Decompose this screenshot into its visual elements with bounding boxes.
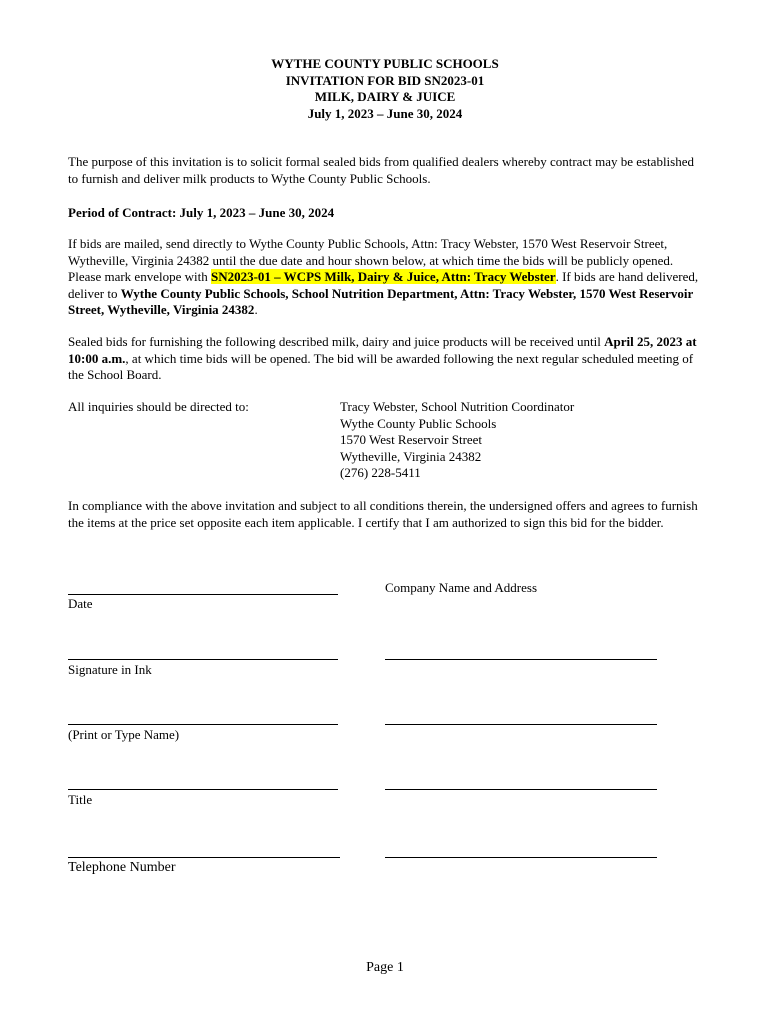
mailing-text-2: . If bids are hand delivered, deliver to <box>68 269 699 301</box>
hand-delivery-address: Wythe County Public Schools, School Nutrition Department, Attn: Tracy Webster, 1570 West Reservoir Street, Wytheville, Virginia 24382 <box>68 285 694 317</box>
title-label: Title <box>68 792 93 807</box>
contact-org: Wythe County Public Schools <box>340 415 497 431</box>
header-dates: July 1, 2023 – June 30, 2024 <box>307 105 463 121</box>
contact-street: 1570 West Reservoir Street <box>340 432 483 447</box>
mailing-text-1: If bids are mailed, send directly to Wythe County Public Schools, Attn: Tracy Webster, 1570 West Reservoir Street, Wytheville, Virginia 24382 until the due date and hour shown below, at which time the bids will be publicly opened. Please mark envelope with <box>68 236 674 284</box>
date-label: Date <box>68 596 93 611</box>
mailing-instructions <box>68 236 702 319</box>
sealed-text-2: , at which time bids will be opened. The bid will be awarded following the next regular scheduled meeting of the School Board. <box>68 350 694 382</box>
print-name-line[interactable] <box>68 724 338 725</box>
header-bid-number: INVITATION FOR BID SN2023-01 <box>285 72 485 88</box>
company-line-1[interactable] <box>385 659 657 660</box>
company-line-2[interactable] <box>385 724 657 725</box>
purpose-paragraph: The purpose of this invitation is to solicit formal sealed bids from qualified dealers whereby contract may be established to furnish and deliver milk products to Wythe County Public Schools. <box>68 154 694 186</box>
contact-name: Tracy Webster, School Nutrition Coordinator <box>340 399 575 414</box>
telephone-line[interactable] <box>68 857 340 858</box>
compliance-paragraph: In compliance with the above invitation and subject to all conditions therein, the undersigned offers and agrees to furnish the items at the price set opposite each item applicable. I certify that I am authorized to sign this bid for the bidder. <box>68 498 698 530</box>
sealed-bids-paragraph <box>68 334 702 384</box>
envelope-marking-highlight: SN2023-01 – WCPS Milk, Dairy & Juice, Attn: Tracy Webster <box>210 269 556 284</box>
contact-city: Wytheville, Virginia 24382 <box>340 448 482 464</box>
inquiries-label: All inquiries should be directed to: <box>68 399 249 414</box>
contract-period: Period of Contract: July 1, 2023 – June 30, 2024 <box>68 205 335 220</box>
title-line[interactable] <box>68 789 338 790</box>
print-name-label: (Print or Type Name) <box>68 727 180 742</box>
signature-line[interactable] <box>68 659 338 660</box>
page-number: Page 1 <box>366 960 404 975</box>
telephone-label: Telephone Number <box>68 860 176 875</box>
signature-label: Signature in Ink <box>68 662 152 677</box>
company-line-4[interactable] <box>385 857 657 858</box>
bid-deadline: April 25, 2023 at 10:00 a.m. <box>68 334 697 366</box>
sealed-text-1: Sealed bids for furnishing the following described milk, dairy and juice products will be received until <box>68 334 605 349</box>
mailing-text-3: . <box>254 302 258 317</box>
header-org: WYTHE COUNTY PUBLIC SCHOOLS <box>271 56 499 71</box>
header-category: MILK, DAIRY & JUICE <box>314 89 456 104</box>
company-label: Company Name and Address <box>385 580 538 595</box>
document-header <box>0 56 770 122</box>
contact-block <box>340 399 574 482</box>
contact-phone: (276) 228-5411 <box>340 465 421 480</box>
company-line-3[interactable] <box>385 789 657 790</box>
date-line[interactable] <box>68 594 338 595</box>
